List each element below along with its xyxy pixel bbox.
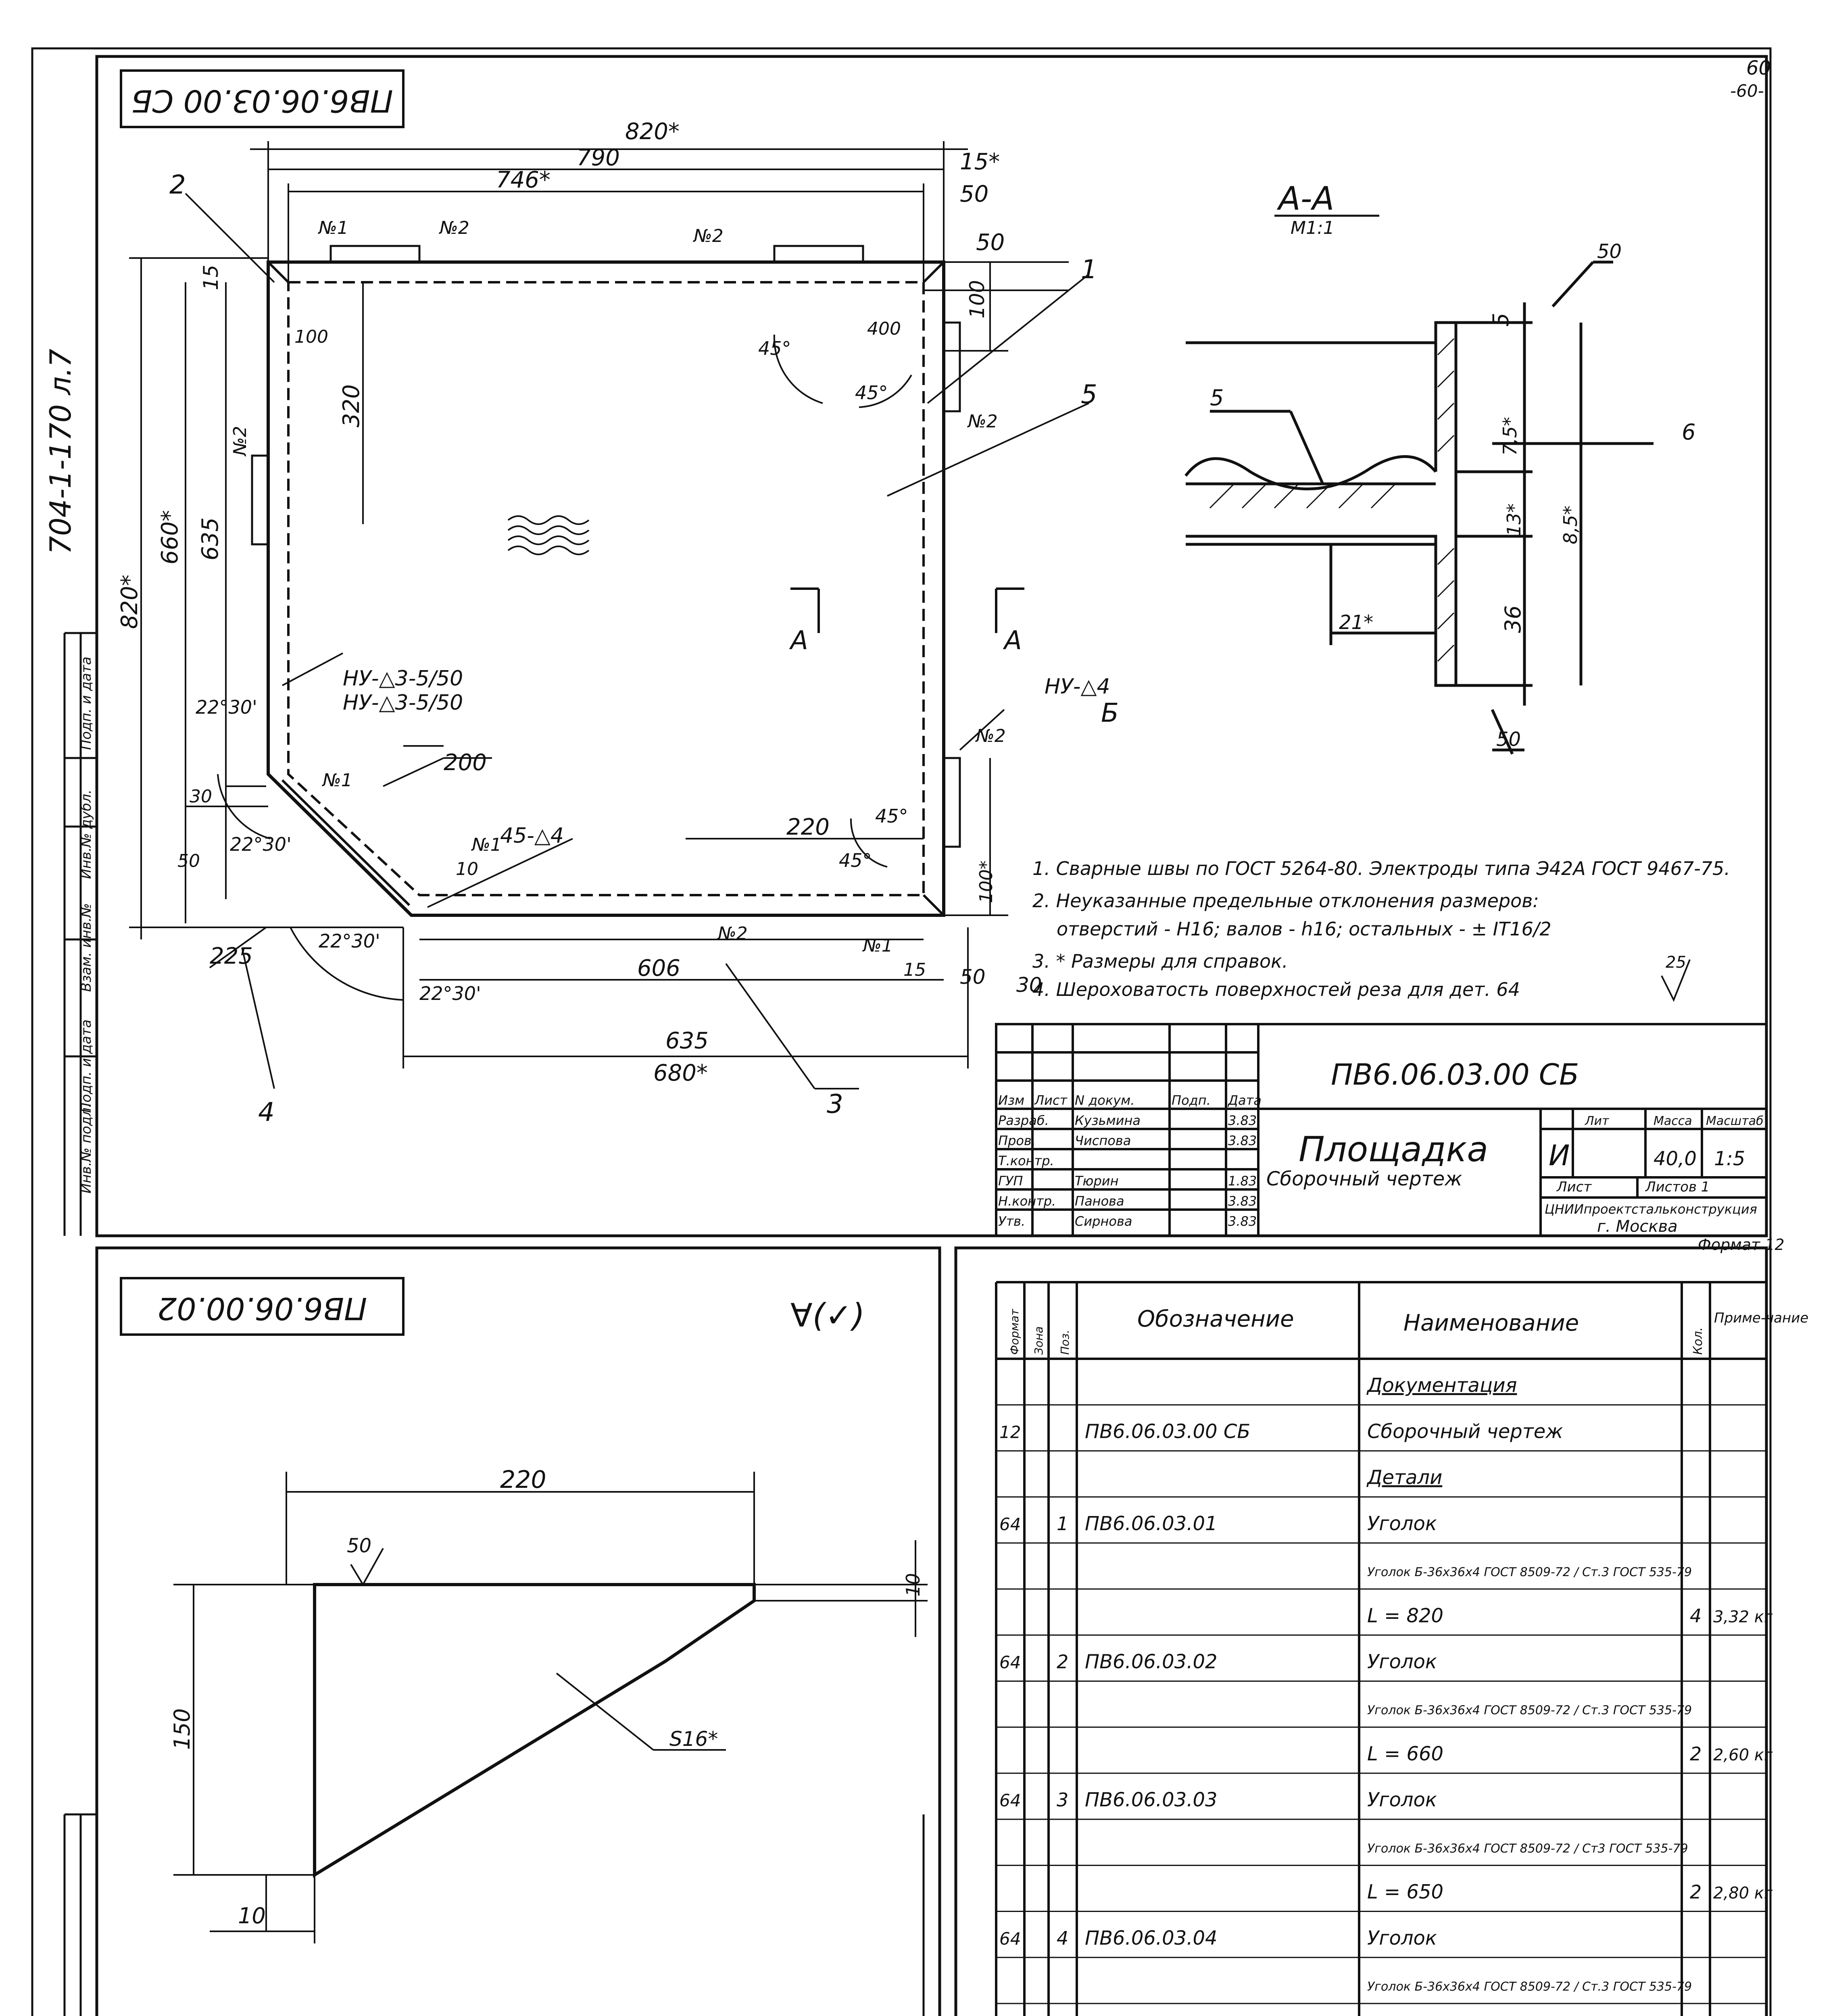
mark-n2-c: №2 (968, 411, 998, 432)
dim-10-r: 10 (456, 859, 478, 879)
section-dim-21: 21* (1339, 611, 1374, 634)
angle-45-4: 45° (839, 850, 872, 871)
stamp1-format: Формат 12 (1698, 1236, 1785, 1254)
weld-3: 45-△4 (500, 824, 564, 848)
spec-cell-oboz: ПВ6.06.03.00 СБ (1085, 1420, 1251, 1443)
side-label-2: Подп. и дата (78, 1019, 94, 1113)
section-dim-85: 8,5* (1560, 505, 1581, 544)
callout-2: 2 (169, 170, 186, 200)
spec-cell-format: 64 (999, 1514, 1021, 1534)
stamp1-r0c4: Дата (1228, 1093, 1262, 1108)
stamp1-r1c1: Кузьмина (1075, 1113, 1141, 1128)
section-dim-5: 5 (1488, 312, 1514, 327)
dim-746: 746* (496, 167, 550, 193)
weld-1: НУ-△3-5/50 (343, 666, 463, 691)
spec-cell-format: 64 (999, 1652, 1021, 1672)
spec-headers (1008, 1306, 1808, 1355)
callout-1: 1 (1081, 255, 1097, 285)
dim-15-left: 15 (199, 264, 223, 290)
spec-h-name: Наименование (1403, 1310, 1579, 1336)
section-title: А-А (1278, 180, 1335, 217)
spec-cell-oboz: ПВ6.06.03.01 (1085, 1512, 1218, 1535)
dim-100-lower: 100* (976, 860, 997, 903)
stamp1-r0c2: N докум. (1075, 1093, 1135, 1108)
stamp1-r2c1: Чиспова (1075, 1133, 1131, 1148)
spec-cell-pos: 3 (1057, 1789, 1069, 1811)
dim-15-top: 15* (960, 149, 1000, 175)
spec-cell-format: 64 (999, 1791, 1021, 1811)
section-callout-6: 6 (1682, 419, 1696, 445)
dim-225: 225 (210, 943, 253, 969)
stamp1-r1c3: 3.83 (1228, 1113, 1257, 1128)
rib-dim-s16: S16* (669, 1727, 718, 1751)
section-dim-75: 7,5* (1499, 417, 1521, 456)
section-aa (1186, 180, 1695, 754)
mark-n2-a: №2 (440, 218, 469, 238)
section-marks (790, 589, 1024, 633)
dim-30: 30 (190, 786, 212, 807)
stamp1-r0c0: Изм (998, 1093, 1025, 1108)
rib-part (266, 1585, 754, 1931)
spec-cell-name: Детали (1367, 1466, 1443, 1489)
spec-cell-pos: 4 (1057, 1927, 1069, 1949)
stamp1-r4c1: Тюрин (1075, 1173, 1119, 1189)
section-dim-13: 13* (1503, 503, 1525, 536)
stamp1-r6c1: Сирнова (1075, 1214, 1132, 1229)
callout-a2: А (1004, 626, 1022, 656)
dim-15-bottom: 15 (903, 960, 926, 980)
dim-820-left: 820* (117, 575, 143, 629)
mark-n2-f: №2 (976, 726, 1006, 746)
dim-820: 820* (625, 119, 680, 145)
sheet2 (121, 1278, 940, 2016)
stamp1-r1c0: Разраб. (998, 1113, 1049, 1128)
stamp1-code: ПВ6.06.03.00 СБ (1331, 1058, 1579, 1091)
stamp1-sub: Сборочный чертеж (1266, 1168, 1462, 1190)
section-weld-50b: 50 (1496, 728, 1521, 751)
spec-cell-name: Уголок (1367, 1789, 1437, 1812)
sheet1-stamp (996, 1024, 1785, 1254)
note-2: 2. Неуказанные предельные отклонения размеров: (1032, 890, 1539, 912)
mark-n2-b: №2 (694, 226, 724, 246)
spec-cell-pos: 2 (1057, 1651, 1069, 1673)
stamp1-sheets: Листов 1 (1645, 1179, 1710, 1195)
rib-dim-150: 150 (169, 1708, 195, 1750)
sheet1-code-rotated: ПВ6.06.03.00 СБ (131, 83, 393, 119)
page-number: 60 (1746, 57, 1771, 79)
stamp1-mass-h: Масса (1654, 1114, 1692, 1128)
rib-dim-10: 10 (902, 1573, 924, 1597)
side-label-1: Инв.№ подл. (78, 1103, 94, 1193)
spec-cell-name: Уголок Б-36х36х4 ГОСТ 8509-72 / Ст.3 ГОСТ 535-79 (1367, 1703, 1692, 1718)
callout-4: 4 (258, 1098, 275, 1127)
section-dim-36: 36 (1500, 605, 1526, 633)
callout-a1: А (790, 626, 808, 656)
frames (32, 48, 1770, 2016)
vertical-code: 704-1-170 л.7 (44, 348, 77, 555)
stamp1-r0c3: Подп. (1172, 1093, 1211, 1108)
spec-cell-format: 12 (999, 1422, 1021, 1442)
stamp1-r6c0: Утв. (998, 1214, 1026, 1229)
spec-cell-note: 3,32 кг (1713, 1608, 1772, 1627)
spec-cell-qty: 2 (1690, 1743, 1702, 1765)
spec-cell-name: Уголок (1367, 1512, 1437, 1535)
weld-2: НУ-△3-5/50 (343, 691, 463, 715)
mark-n1-a: №1 (319, 218, 348, 238)
spec-h-oboz: Обозначение (1137, 1306, 1294, 1332)
angle-22-2: 22°30' (230, 833, 292, 855)
dim-100-right: 100 (965, 280, 989, 319)
spec-h-format: Формат (1008, 1309, 1021, 1355)
stamp1-r5c3: 3.83 (1228, 1193, 1257, 1209)
mesh-symbol (508, 516, 589, 554)
dim-50-bottom: 50 (960, 965, 986, 989)
dim-30-bottom-right: 30 (1016, 973, 1042, 997)
page-number-2: -60- (1730, 81, 1764, 101)
stamp1-r6c3: 3.83 (1228, 1214, 1257, 1229)
dim-660: 660* (157, 510, 183, 564)
sheet1-notes (1032, 858, 1730, 1000)
dim-635: 635 (197, 517, 223, 560)
rib-dim-220: 220 (500, 1466, 546, 1494)
callout-5: 5 (1081, 380, 1097, 410)
mark-n1-c: №1 (472, 835, 502, 855)
callout-3: 3 (827, 1089, 843, 1119)
stamp1-r0c1: Лист (1034, 1093, 1068, 1108)
side-labels (78, 656, 94, 1193)
spec-h-pos: Поз. (1058, 1330, 1072, 1355)
spec-cell-oboz: ПВ6.06.03.04 (1085, 1926, 1218, 1949)
dim-100-small: 100 (294, 327, 328, 347)
spec-cell-pos: 1 (1057, 1512, 1069, 1535)
stamp1-mass: 40,0 (1654, 1148, 1697, 1170)
sheet1-plate (252, 246, 960, 915)
stamp1-scale: 1:5 (1714, 1148, 1745, 1170)
dim-680: 680* (653, 1060, 708, 1086)
sheet1 (117, 71, 1785, 1254)
angle-22-4: 22°30' (419, 983, 481, 1004)
spec-cell-name: L = 660 (1367, 1742, 1444, 1765)
stamp1-r2c0: Пров. (998, 1133, 1036, 1148)
spec-h-zone: Зона (1032, 1326, 1045, 1355)
callout-b: Б (1101, 698, 1119, 728)
dim-606: 606 (637, 955, 680, 981)
mark-n2-e: №2 (718, 923, 748, 944)
spec-cell-name: L = 820 (1367, 1604, 1444, 1627)
rib-dim-50: 50 (347, 1535, 372, 1557)
note-3: 3. * Размеры для справок. (1032, 950, 1288, 972)
dim-320: 320 (338, 384, 365, 427)
mark-n1-b: №1 (323, 770, 352, 791)
stamp1-r5c1: Панова (1075, 1193, 1124, 1209)
stamp1-r3c0: Т.контр. (998, 1153, 1054, 1168)
stamp1-scale-h: Масштаб (1706, 1114, 1764, 1128)
spec-cell-name: Уголок (1367, 1650, 1437, 1673)
side-label-3: Взам. инв.№ (78, 903, 94, 992)
spec-cell-note: 2,80 кг (1713, 1884, 1772, 1903)
dim-400: 400 (867, 319, 901, 339)
stamp1-city: г. Москва (1597, 1217, 1678, 1236)
sheet3 (996, 1282, 1808, 2016)
spec-cell-oboz: ПВ6.06.03.03 (1085, 1789, 1218, 1812)
side-label-5: Подп. и дата (78, 656, 94, 750)
stamp1-org: ЦНИИпроектстальконструкция (1545, 1202, 1757, 1217)
note-4: 4. Шероховатость поверхностей реза для дет. 64 (1032, 979, 1520, 1000)
spec-cell-qty: 2 (1690, 1881, 1702, 1903)
spec-cell-name: Уголок Б-36х36х4 ГОСТ 8509-72 / Ст.3 ГОСТ 535-79 (1367, 1979, 1692, 1994)
side-label-4: Инв.№ дубл. (78, 789, 94, 879)
section-weld-50a: 50 (1597, 240, 1622, 263)
sheet2-roughness: ∀(✓) (790, 1297, 865, 1334)
dim-790: 790 (577, 145, 620, 171)
note-2b: отверстий - Н16; валов - h16; остальных - ± IT16/2 (1057, 918, 1551, 940)
spec-cell-name: Уголок (1367, 1926, 1437, 1949)
stamp1-r5c0: Н.контр. (998, 1193, 1056, 1209)
stamp1-r4c0: ГУП (998, 1173, 1023, 1189)
angle-22-3: 22°30' (319, 930, 380, 952)
spec-h-qty: Кол. (1691, 1327, 1705, 1355)
spec-cell-name: Сборочный чертеж (1367, 1420, 1563, 1443)
weld-4: НУ-△4 (1045, 675, 1110, 699)
angle-45-2: 45° (855, 382, 888, 404)
note-roughness: 25 (1666, 953, 1686, 972)
section-callout-5: 5 (1210, 385, 1224, 410)
spec-cell-name: L = 650 (1367, 1881, 1444, 1904)
angle-45-3: 45° (875, 805, 908, 827)
sheet2-dimlines (173, 1472, 928, 1943)
sheet2-code-rotated: ПВ6.06.00.02 (157, 1291, 367, 1327)
mark-n1-d: №1 (863, 935, 893, 956)
angle-45-1: 45° (758, 337, 791, 359)
dim-200: 200 (444, 750, 487, 776)
note-1: 1. Сварные швы по ГОСТ 5264-80. Электроды типа Э42А ГОСТ 9467-75. (1032, 858, 1730, 879)
stamp1-lit-h: Лит (1585, 1114, 1609, 1128)
angle-22-1: 22°30' (196, 696, 257, 718)
dim-50-right: 50 (976, 229, 1005, 256)
dim-50-top: 50 (960, 181, 989, 207)
spec-cell-note: 2,60 кг (1713, 1745, 1772, 1764)
section-scale: М1:1 (1291, 218, 1335, 238)
dim-220: 220 (786, 814, 830, 840)
stamp1-sheet: Лист (1557, 1179, 1592, 1195)
spec-cell-name: Уголок Б-36х36х4 ГОСТ 8509-72 / Ст.3 ГОСТ 535-79 (1367, 1565, 1692, 1580)
stamp1-name: Площадка (1299, 1129, 1489, 1170)
spec-cell-name: Уголок Б-36х36х4 ГОСТ 8509-72 / Ст3 ГОСТ 535-79 (1367, 1841, 1688, 1856)
spec-h-note: Приме-чание (1714, 1310, 1809, 1326)
spec-cell-format: 64 (999, 1929, 1021, 1949)
spec-cell-name: Документация (1367, 1374, 1517, 1397)
spec-cell-oboz: ПВ6.06.03.02 (1085, 1650, 1218, 1673)
spec-cell-qty: 4 (1690, 1605, 1702, 1627)
rib-dim-10b: 10 (238, 1903, 266, 1929)
dim-50-left: 50 (177, 851, 200, 871)
stamp1-lit: И (1549, 1139, 1570, 1172)
mark-n2-d: №2 (230, 426, 250, 456)
stamp1-r2c3: 3.83 (1228, 1133, 1257, 1148)
stamp1-r4c3: 1.83 (1228, 1173, 1257, 1189)
spec-rows (996, 1374, 1773, 2016)
dim-635-bottom: 635 (665, 1028, 709, 1054)
